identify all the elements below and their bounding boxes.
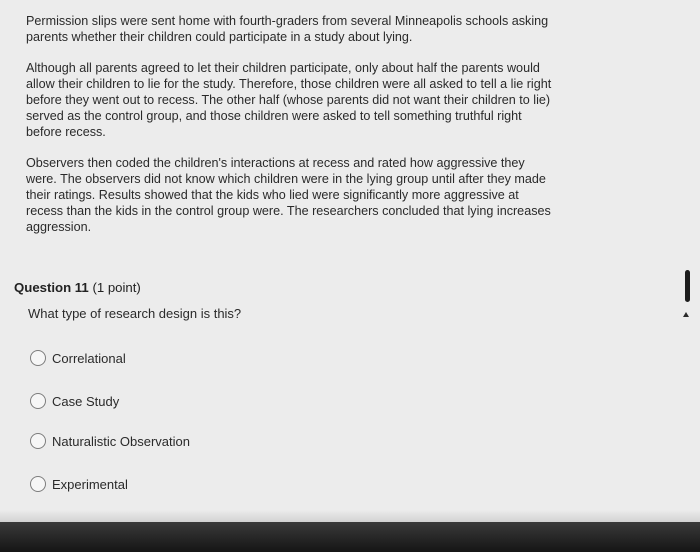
option-correlational[interactable] [30, 350, 126, 366]
scroll-up-icon[interactable] [683, 312, 689, 317]
radio-icon[interactable] [30, 350, 46, 366]
scrollbar-thumb[interactable] [685, 270, 690, 302]
option-label: Correlational [52, 350, 126, 366]
radio-icon[interactable] [30, 433, 46, 449]
radio-icon[interactable] [30, 393, 46, 409]
question-points: (1 point) [92, 280, 141, 295]
option-label: Experimental [52, 476, 128, 492]
passage-paragraph-1: Permission slips were sent home with fourth-graders from several Minneapolis schools asking parents whether their children could participate in a study about lying. [26, 14, 549, 44]
option-case-study[interactable] [30, 393, 119, 409]
passage-paragraph-3: Observers then coded the children's interactions at recess and rated how aggressive they were. The observers did not know which children were in the lying group until after they made their ratings. Results showed that the kids who lied were significantly more aggressive at recess than the kids in the control group were. The researchers concluded that lying increases aggression. [26, 156, 551, 234]
option-naturalistic-observation[interactable] [30, 433, 190, 449]
option-label: Case Study [52, 393, 120, 409]
question-text: What type of research design is this? [28, 306, 242, 321]
radio-icon[interactable] [30, 476, 46, 492]
question-header [14, 280, 141, 295]
option-label: Naturalistic Observation [52, 433, 190, 449]
option-experimental[interactable] [30, 476, 128, 492]
question-number: Question 11 [14, 280, 89, 295]
bottom-shadow [0, 510, 700, 522]
bottom-bar [0, 522, 700, 552]
passage [26, 13, 556, 250]
passage-paragraph-2: Although all parents agreed to let their children participate, only about half the parents would allow their children to lie for the study. Therefore, those children were all asked to tell a lie right before they went out to recess. The other half (whose parents did not want their children to lie) served as the control group, and those children were asked to tell something truthful right before recess. [26, 61, 552, 139]
